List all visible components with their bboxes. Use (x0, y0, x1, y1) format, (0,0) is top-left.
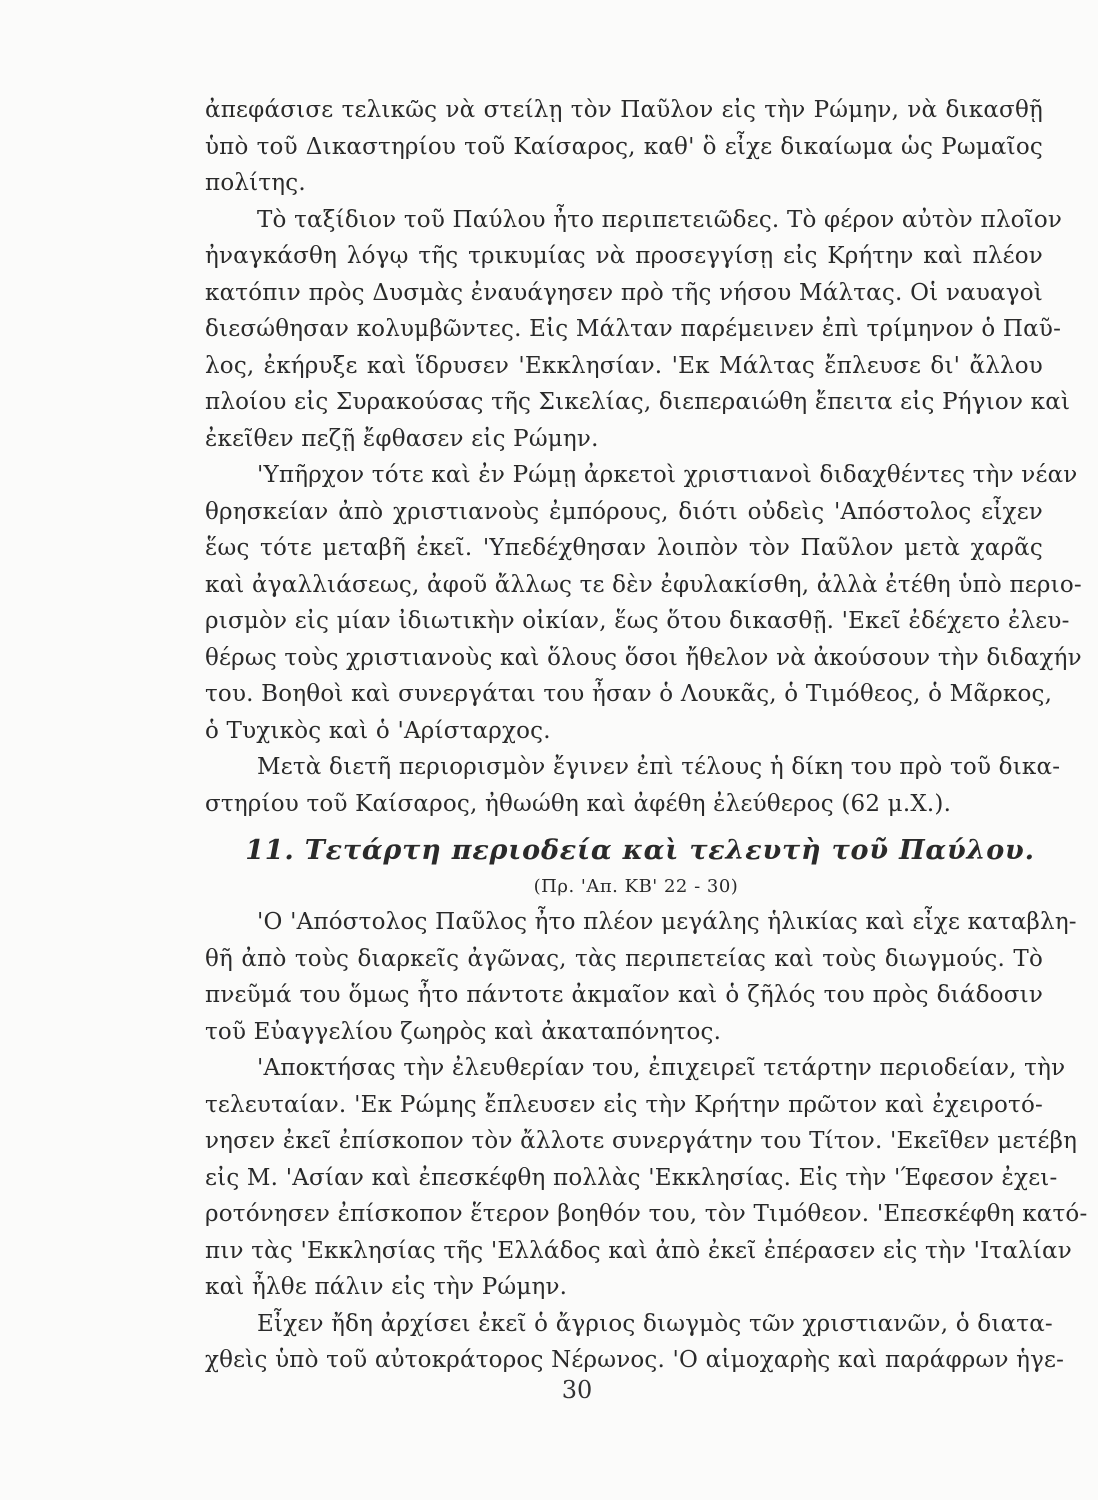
text-line: διεσώθησαν κολυμβῶντες. Εἰς Μάλταν παρέμεινεν ἐπὶ τρίμηνον ὁ Παῦ- (205, 316, 1062, 342)
text-line: ροτόνησεν ἐπίσκοπον ἕτερον βοηθόν του, τὸν Τιμόθεον. 'Επεσκέφθη κατό- (205, 1201, 1088, 1227)
text-line: καὶ ἦλθε πάλιν εἰς τὴν Ρώμην. (205, 1274, 568, 1300)
text-line: 'Ο 'Απόστολος Παῦλος ἦτο πλέον μεγάλης ἡλικίας καὶ εἶχε καταβλη- (257, 909, 1077, 935)
text-line: λος, ἐκήρυξε καὶ ἵδρυσεν 'Εκκλησίαν. 'Εκ Μάλτας ἔπλευσε δι' ἄλλου (205, 352, 1043, 379)
text-line: θέρως τοὺς χριστιανοὺς καὶ ὅλους ὅσοι ἤθελον νὰ ἀκούσουν τὴν διδαχήν (205, 644, 1082, 671)
section-heading: 11. Τετάρτη περιοδεία καὶ τελευτὴ τοῦ Παύλου. (245, 835, 1035, 866)
text-line: Εἶχεν ἤδη ἀρχίσει ἐκεῖ ὁ ἄγριος διωγμὸς τῶν χριστιανῶν, ὁ διατα- (257, 1310, 1053, 1337)
text-line: καὶ ἀγαλλιάσεως, ἀφοῦ ἄλλως τε δὲν ἐφυλακίσθη, ἀλλὰ ἐτέθη ὑπὸ περιο- (205, 571, 1082, 598)
text-line: ἠναγκάσθη λόγῳ τῆς τρικυμίας νὰ προσεγγίσῃ εἰς Κρήτην καὶ πλέον (205, 243, 1043, 269)
text-line: ἕως τότε μεταβῆ ἐκεῖ. 'Υπεδέχθησαν λοιπὸν τὸν Παῦλον μετὰ χαρᾶς (205, 535, 1043, 561)
page-body (205, 92, 1088, 1379)
text-line: ἀπεφάσισε τελικῶς νὰ στείλῃ τὸν Παῦλον εἰς τὴν Ρώμην, νὰ δικασθῇ (205, 97, 1043, 123)
text-line: πολίτης. (205, 170, 306, 196)
text-line: Τὸ ταξίδιον τοῦ Παύλου ἦτο περιπετειῶδες. Τὸ φέρον αὐτὸν πλοῖον (257, 206, 1063, 233)
text-line: πλοίου εἰς Συρακούσας τῆς Σικελίας, διεπεραιώθη ἔπειτα εἰς Ρήγιον καὶ (205, 389, 1071, 415)
text-line: πιν τὰς 'Εκκλησίας τῆς 'Ελλάδος καὶ ἀπὸ ἐκεῖ ἐπέρασεν εἰς τὴν 'Ιταλίαν (205, 1237, 1072, 1264)
text-line: εἰς Μ. 'Ασίαν καὶ ἐπεσκέφθη πολλὰς 'Εκκλησίας. Εἰς τὴν 'Έφεσον ἐχει- (205, 1164, 1058, 1191)
text-line: ρισμὸν εἰς μίαν ἰδιωτικὴν οἰκίαν, ἕως ὅτου δικασθῇ. 'Εκεῖ ἐδέχετο ἐλευ- (205, 608, 1070, 634)
text-line: θῆ ἀπὸ τοὺς διαρκεῖς ἀγῶνας, τὰς περιπετείας καὶ τοὺς διωγμούς. Τὸ (205, 945, 1043, 972)
scripture-reference: (Πρ. 'Απ. ΚΒ' 22 - 30) (533, 876, 739, 897)
text-line: τοῦ Εὐαγγελίου ζωηρὸς καὶ ἀκαταπόνητος. (205, 1018, 722, 1045)
text-line: 'Υπῆρχον τότε καὶ ἐν Ρώμῃ ἀρκετοὶ χριστιανοὶ διδαχθέντες τὴν νέαν (257, 462, 1078, 488)
text-line: του. Βοηθοὶ καὶ συνεργάται του ἦσαν ὁ Λουκᾶς, ὁ Τιμόθεος, ὁ Μᾶρκος, (205, 681, 1053, 707)
text-line: θρησκείαν ἀπὸ χριστιανοὺς ἐμπόρους, διότι οὐδεὶς 'Απόστολος εἶχεν (205, 498, 1043, 525)
text-line: νησεν ἐκεῖ ἐπίσκοπον τὸν ἄλλοτε συνεργάτην του Τίτον. 'Εκεῖθεν μετέβη (205, 1128, 1078, 1154)
text-line: τελευταίαν. 'Εκ Ρώμης ἔπλευσεν εἰς τὴν Κρήτην πρῶτον καὶ ἐχειροτό- (205, 1091, 1043, 1118)
text-line: ὁ Τυχικὸς καὶ ὁ 'Αρίσταρχος. (205, 717, 551, 744)
page-number: 30 (561, 1376, 593, 1404)
text-line: χθεὶς ὑπὸ τοῦ αὐτοκράτορος Νέρωνος. 'Ο αἱμοχαρὴς καὶ παράφρων ἡγε- (205, 1347, 1065, 1373)
text-line: 'Αποκτήσας τὴν ἐλευθερίαν του, ἐπιχειρεῖ τετάρτην περιοδείαν, τὴν (257, 1055, 1066, 1081)
text-line: κατόπιν πρὸς Δυσμὰς ἐναυάγησεν πρὸ τῆς νήσου Μάλτας. Οἱ ναυαγοὶ (205, 279, 1043, 306)
text-line: ὑπὸ τοῦ Δικαστηρίου τοῦ Καίσαρος, καθ' ὃ εἶχε δικαίωμα ὡς Ρωμαῖος (205, 133, 1043, 160)
text-line: ἐκεῖθεν πεζῇ ἔφθασεν εἰς Ρώμην. (205, 425, 599, 452)
text-line: στηρίου τοῦ Καίσαρος, ἠθωώθη καὶ ἀφέθη ἐλεύθερος (62 μ.Χ.). (205, 790, 952, 817)
text-line: πνεῦμά του ὅμως ἦτο πάντοτε ἀκμαῖον καὶ ὁ ζῆλός του πρὸς διάδοσιν (205, 982, 1043, 1008)
text-line: Μετὰ διετῆ περιορισμὸν ἔγινεν ἐπὶ τέλους ἡ δίκη του πρὸ τοῦ δικα- (257, 754, 1061, 780)
